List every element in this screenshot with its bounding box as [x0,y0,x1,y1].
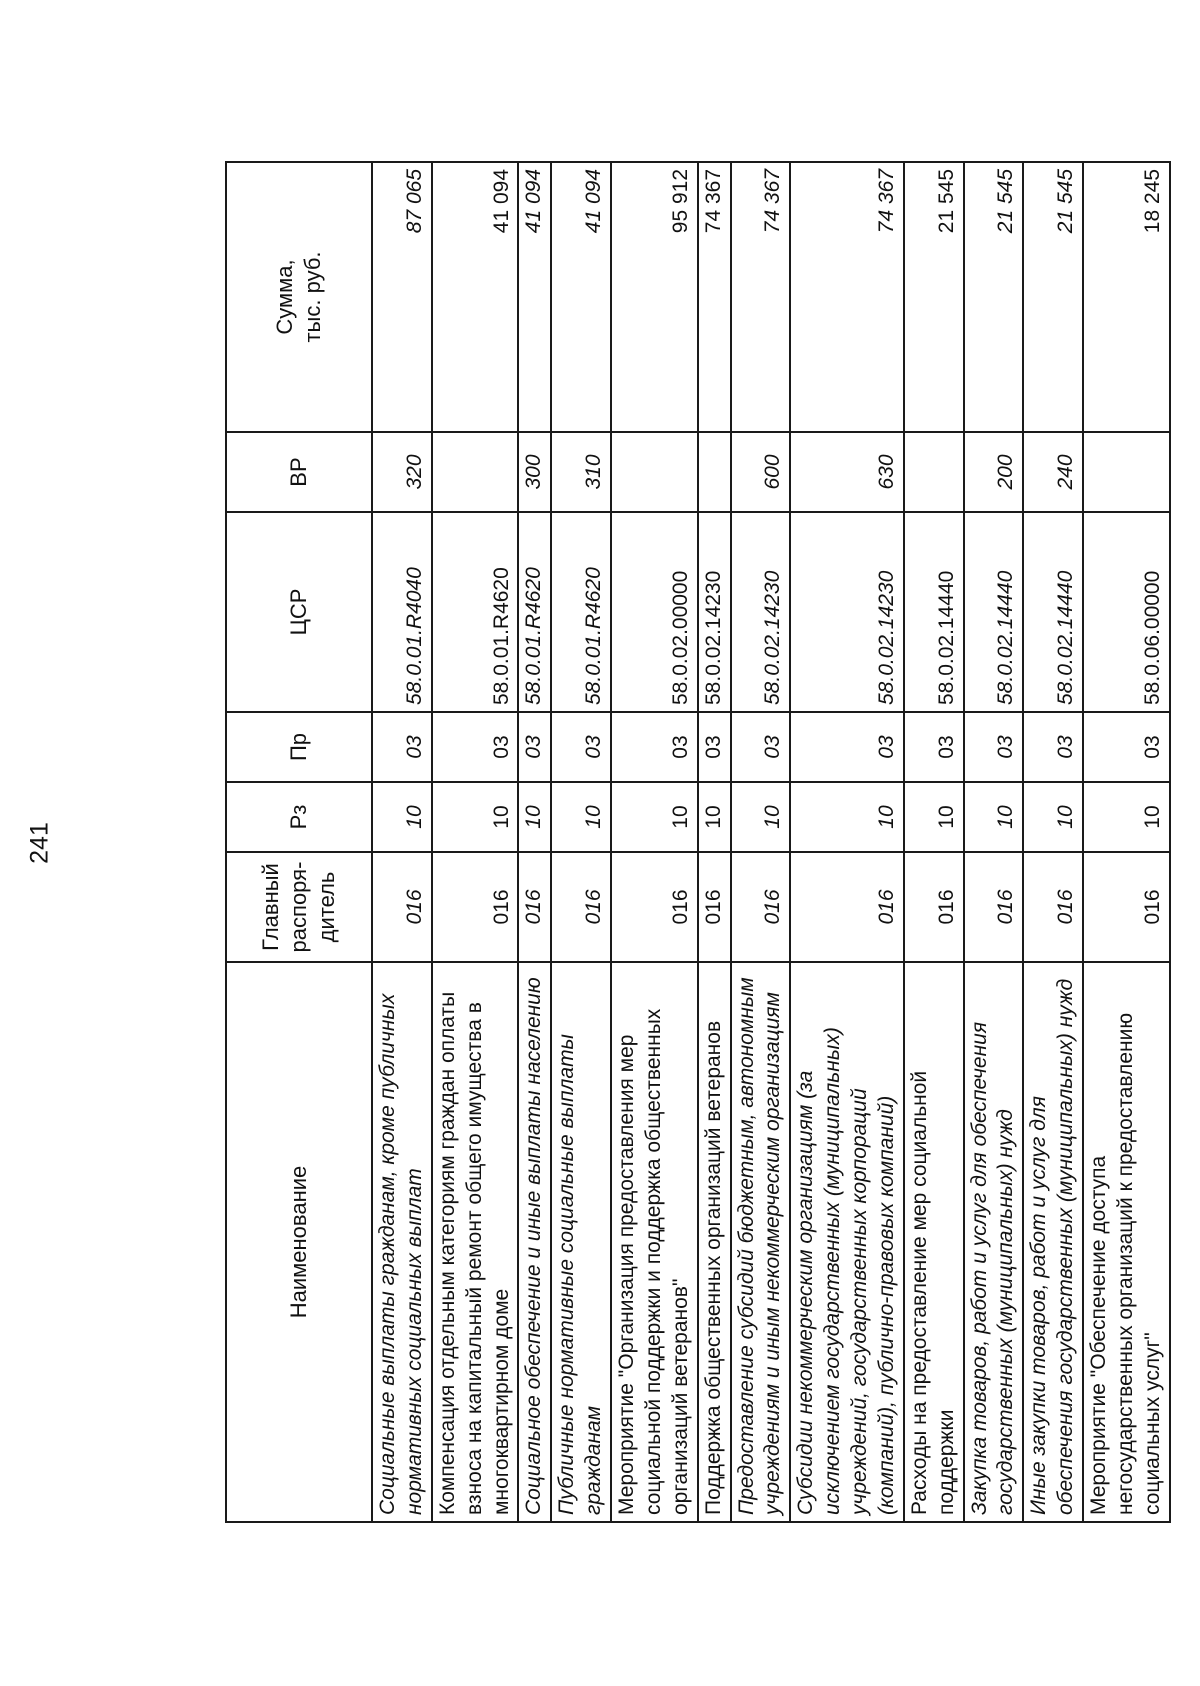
cell-pr: 03 [790,712,904,782]
cell-gr: 016 [904,852,964,962]
cell-rz: 10 [698,782,731,852]
cell-csr: 58.0.01.R4040 [372,512,432,712]
cell-name: Предоставление субсидий бюджетным, автономным учреждениям и иным некоммерческим организациям [731,962,791,1522]
cell-rz: 10 [904,782,964,852]
cell-sum: 41 094 [551,162,611,432]
cell-vr: 320 [372,432,432,512]
cell-gr: 016 [611,852,698,962]
table-row [790,162,904,1522]
cell-name: Закупка товаров, работ и услуг для обеспечения государственных (муниципальных) нужд [964,962,1024,1522]
cell-gr: 016 [372,852,432,962]
cell-vr [698,432,731,512]
cell-csr: 58.0.01.R4620 [551,512,611,712]
cell-name: Субсидии некоммерческим организациям (за исключением государственных (муниципальных) учреждений, государственных корпораций (компаний), публично-правовых компаний) [790,962,904,1522]
cell-name: Социальные выплаты гражданам, кроме публичных нормативных социальных выплат [372,962,432,1522]
cell-gr: 016 [790,852,904,962]
cell-pr: 03 [1023,712,1083,782]
table-row [1023,162,1083,1522]
cell-name: Публичные нормативные социальные выплаты гражданам [551,962,611,1522]
cell-vr: 200 [964,432,1024,512]
cell-csr: 58.0.02.00000 [611,512,698,712]
cell-vr: 600 [731,432,791,512]
budget-table [225,161,1171,1523]
cell-gr: 016 [698,852,731,962]
cell-pr: 03 [611,712,698,782]
cell-pr: 03 [551,712,611,782]
cell-csr: 58.0.02.14230 [698,512,731,712]
cell-pr: 03 [1083,712,1170,782]
cell-gr: 016 [551,852,611,962]
cell-pr: 03 [432,712,519,782]
table-row [372,162,432,1522]
cell-rz: 10 [964,782,1024,852]
cell-csr: 58.0.02.14230 [790,512,904,712]
cell-sum: 41 094 [518,162,551,432]
cell-csr: 58.0.01.R4620 [518,512,551,712]
cell-name: Мероприятие "Организация предоставления мер социальной поддержки и поддержка общественных организаций ветеранов" [611,962,698,1522]
cell-pr: 03 [372,712,432,782]
cell-pr: 03 [731,712,791,782]
page-number: 241 [25,822,54,864]
cell-vr [1083,432,1170,512]
header-gr-line: распоря- [285,861,311,953]
cell-name: Компенсация отдельным категориям граждан оплаты взноса на капитальный ремонт общего имущества в многоквартирном доме [432,962,519,1522]
cell-csr: 58.0.01.R4620 [432,512,519,712]
cell-rz: 10 [1023,782,1083,852]
cell-vr [904,432,964,512]
cell-rz: 10 [611,782,698,852]
cell-vr: 300 [518,432,551,512]
cell-sum: 74 367 [698,162,731,432]
header-csr: ЦСР [226,512,372,712]
cell-name: Расходы на предоставление мер социальной поддержки [904,962,964,1522]
cell-sum: 21 545 [904,162,964,432]
header-rz: Рз [226,782,372,852]
header-pr: Пр [226,712,372,782]
table-row [731,162,791,1522]
table-header-row [226,162,372,1522]
cell-gr: 016 [1023,852,1083,962]
cell-rz: 10 [1083,782,1170,852]
cell-name: Поддержка общественных организаций ветеранов [698,962,731,1522]
cell-sum: 87 065 [372,162,432,432]
header-sum [226,162,372,432]
cell-gr: 016 [964,852,1024,962]
cell-sum: 74 367 [731,162,791,432]
header-sum-line: Сумма, [271,259,297,335]
cell-rz: 10 [790,782,904,852]
cell-csr: 58.0.02.14440 [964,512,1024,712]
cell-pr: 03 [518,712,551,782]
header-name: Наименование [226,962,372,1522]
table-frame [225,163,1164,1523]
table-row [904,162,964,1522]
cell-sum: 74 367 [790,162,904,432]
header-vr: ВР [226,432,372,512]
cell-name: Иные закупки товаров, работ и услуг для обеспечения государственных (муниципальных) нужд [1023,962,1083,1522]
cell-pr: 03 [904,712,964,782]
cell-csr: 58.0.06.00000 [1083,512,1170,712]
table-row [551,162,611,1522]
cell-vr: 240 [1023,432,1083,512]
cell-pr: 03 [698,712,731,782]
table-row [432,162,519,1522]
cell-csr: 58.0.02.14440 [904,512,964,712]
cell-rz: 10 [551,782,611,852]
cell-sum: 41 094 [432,162,519,432]
cell-vr [611,432,698,512]
cell-pr: 03 [964,712,1024,782]
header-sum-line: тыс. руб. [300,251,325,343]
cell-gr: 016 [518,852,551,962]
cell-sum: 95 912 [611,162,698,432]
cell-sum: 21 545 [964,162,1024,432]
cell-rz: 10 [518,782,551,852]
table-row [1083,162,1170,1522]
cell-gr: 016 [432,852,519,962]
cell-vr [432,432,519,512]
cell-vr: 310 [551,432,611,512]
cell-sum: 21 545 [1023,162,1083,432]
table-row [698,162,731,1522]
cell-vr: 630 [790,432,904,512]
cell-sum: 18 245 [1083,162,1170,432]
cell-gr: 016 [1083,852,1170,962]
table-body [372,162,1170,1522]
cell-rz: 10 [372,782,432,852]
cell-csr: 58.0.02.14230 [731,512,791,712]
cell-name: Мероприятие "Обеспечение доступа негосударственных организаций к предоставлению социальных услуг" [1083,962,1170,1522]
header-gr-line: Главный [257,863,283,951]
cell-gr: 016 [731,852,791,962]
table-row [518,162,551,1522]
cell-name: Социальное обеспечение и иные выплаты населению [518,962,551,1522]
header-gr-line: дитель [314,871,340,943]
cell-rz: 10 [731,782,791,852]
header-gr [226,852,372,962]
cell-rz: 10 [432,782,519,852]
table-row [964,162,1024,1522]
table-row [611,162,698,1522]
cell-csr: 58.0.02.14440 [1023,512,1083,712]
